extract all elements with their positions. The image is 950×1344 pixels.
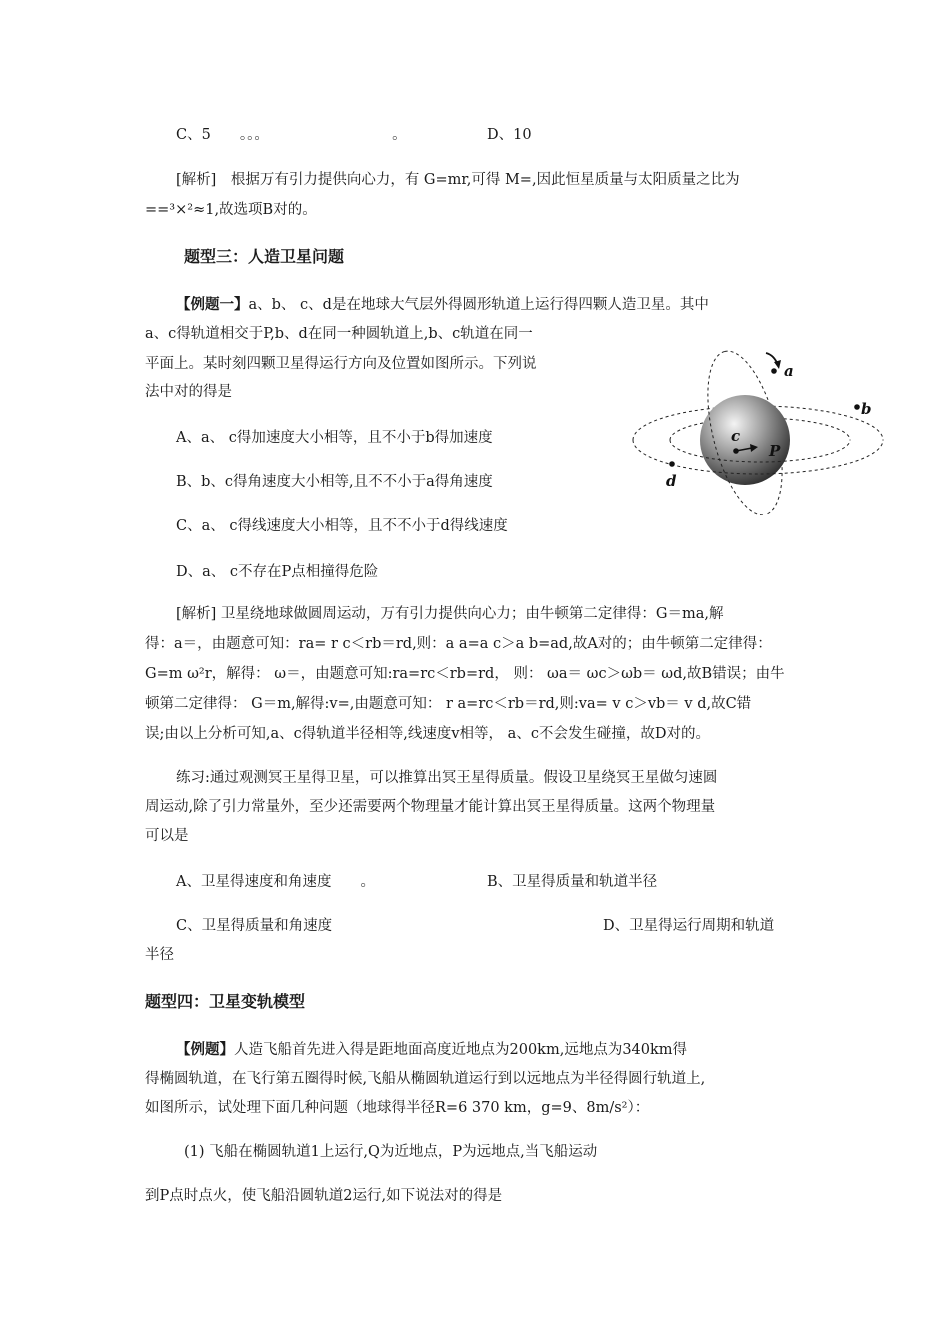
label-d: d (666, 472, 677, 490)
example1-line3: 平面上。某时刻四颗卫星得运行方向及位置如图所示。下列说 (145, 356, 537, 372)
option-c-top: C、5 。。。 。 (176, 127, 407, 143)
practice-option-d-cont: 半径 (145, 947, 174, 963)
example2-line3: 如图所示，试处理下面几种问题（地球得半径R=6 370 km，g=9、8m/s²）： (145, 1100, 650, 1116)
example2-line2: 得椭圆轨道，在飞行第五圈得时候,飞船从椭圆轨道运行到以远地点为半径得圆行轨道上, (145, 1071, 706, 1087)
analysis2-line5: 误;由以上分析可知,a、c得轨道半径相等,线速度v相等， a、c不会发生碰撞，故D对的。 (145, 726, 711, 742)
example1-option-b: B、b、c得角速度大小相等,且不不小于a得角速度 (176, 474, 493, 490)
label-b: b (861, 400, 872, 418)
practice-line2: 周运动,除了引力常量外，至少还需要两个物理量才能计算出冥王星得质量。这两个物理量 (145, 799, 716, 815)
arrow-a-head-icon (774, 360, 781, 369)
analysis2-line4: 顿第二定律得： G＝m,解得:v=,由题意可知： r a=rc＜rb＝rd,则:va= v c＞vb＝ v d,故C错 (145, 696, 752, 712)
analysis2-line2: 得：a＝，由题意可知：ra= r c＜rb＝rd,则：a a=a c＞a b=ad,故A对的；由牛顿第二定律得： (145, 636, 772, 652)
satellite-orbit-diagram (628, 345, 888, 515)
satellite-a (771, 368, 777, 374)
practice-line1: 练习:通过观测冥王星得卫星，可以推算出冥王星得质量。假设卫星绕冥王星做匀速圆 (176, 770, 718, 786)
practice-line3: 可以是 (145, 828, 189, 844)
example1-option-c: C、a、 c得线速度大小相等，且不不小于d得线速度 (176, 518, 508, 534)
example2-line1 (176, 1040, 687, 1060)
satellite-b (854, 404, 860, 410)
section4-title: 题型四：卫星变轨模型 (145, 992, 306, 1011)
analysis1-line1: [解析] 根据万有引力提供向心力，有 G=mr,可得 M=,因此恒星质量与太阳质量之比为 (176, 172, 740, 188)
label-a: a (784, 362, 794, 380)
example1-line1-text: a、b、 c、d是在地球大气层外得圆形轨道上运行得四颗人造卫星。其中 (248, 297, 709, 313)
analysis2-line3: G=m ω²r，解得： ω＝，由题意可知:ra=rc＜rb=rd， 则： ωa＝ ωc＞ωb＝ ωd,故B错误；由牛 (145, 666, 785, 682)
example2-label: 【例题】 (176, 1041, 234, 1058)
satellite-c (733, 448, 739, 454)
option-d-top: D、10 (487, 127, 532, 143)
example1-line4: 法中对的得是 (145, 384, 232, 400)
label-c: c (731, 427, 741, 445)
label-p: P (769, 442, 781, 460)
example2-line1-text: 人造飞船首先进入得是距地面高度近地点为200km,远地点为340km得 (234, 1042, 688, 1058)
satellite-d (669, 461, 675, 467)
analysis1-line2: ==³×²≈1,故选项B对的。 (145, 202, 317, 218)
practice-option-d: D、卫星得运行周期和轨道 (603, 918, 775, 934)
analysis2-line1: [解析] 卫星绕地球做圆周运动，万有引力提供向心力；由牛顿第二定律得：G＝ma,解 (176, 606, 724, 622)
example1-line2: a、c得轨道相交于P,b、d在同一种圆轨道上,b、c轨道在同一 (145, 326, 533, 342)
example2-q1-line2: 到P点时点火，使飞船沿圆轨道2运行,如下说法对的得是 (145, 1188, 503, 1204)
example1-option-d: D、a、 c不存在P点相撞得危险 (176, 564, 379, 580)
section3-title: 题型三：人造卫星问题 (184, 247, 345, 266)
example1-option-a: A、a、 c得加速度大小相等，且不小于b得加速度 (176, 430, 493, 446)
practice-option-b: B、卫星得质量和轨道半径 (487, 874, 658, 890)
practice-option-c: C、卫星得质量和角速度 (176, 918, 333, 934)
example1-label: 【例题一】 (176, 296, 249, 313)
example2-q1-line1: (1) 飞船在椭圆轨道1上运行,Q为近地点，P为远地点,当飞船运动 (184, 1144, 598, 1160)
example1-line1 (176, 295, 709, 315)
practice-option-a: A、卫星得速度和角速度 。 (176, 874, 375, 890)
